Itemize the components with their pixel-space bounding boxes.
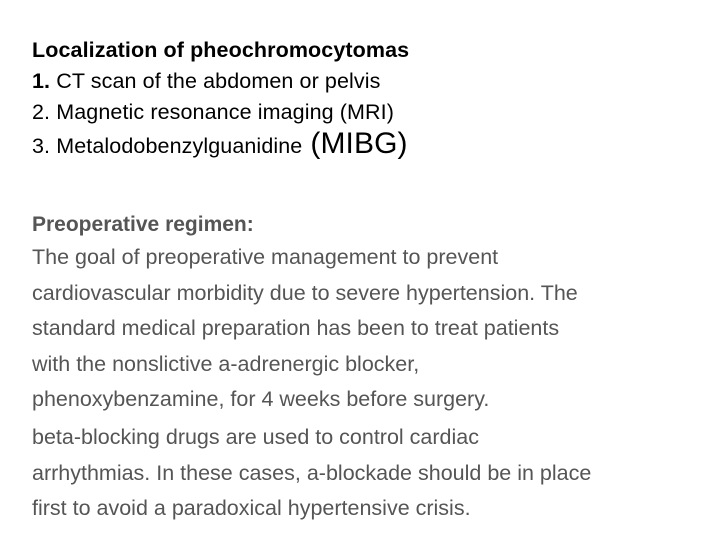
paragraph-line: first to avoid a paradoxical hypertensive crisis.: [32, 496, 471, 520]
preoperative-section: [32, 210, 704, 418]
paragraph-line: The goal of preoperative management to prevent: [32, 245, 499, 269]
paragraph-line: standard medical preparation has been to treat patients: [32, 316, 560, 340]
paragraph-line: with the nonslictive a-adrenergic blocker,: [32, 351, 420, 376]
paragraph-line: cardiovascular morbidity due to severe hypertension. The: [32, 280, 578, 305]
paragraph-line: arrhythmias. In these cases, a-blockade should be in place: [32, 460, 592, 485]
mibg-abbreviation: (MIBG): [310, 127, 408, 160]
paragraph-line: phenoxybenzamine, for 4 weeks before surgery.: [32, 387, 490, 411]
localization-section: [32, 35, 692, 162]
list-number: 1.: [32, 69, 51, 93]
list-item-mri: [32, 97, 692, 128]
list-item-text: Magnetic resonance imaging (MRI): [50, 100, 394, 124]
list-item-text: Metalodobenzylguanidine: [50, 134, 303, 158]
list-item-text: CT scan of the abdomen or pelvis: [50, 69, 381, 93]
list-number: 3.: [32, 134, 51, 158]
list-number: 2.: [32, 100, 51, 124]
list-item-mibg: [32, 128, 692, 162]
preoperative-heading: Preoperative regimen:: [32, 213, 254, 236]
paragraph-line: beta-blocking drugs are used to control cardiac: [32, 425, 479, 449]
slide-title: Localization of pheochromocytomas: [32, 38, 410, 62]
preoperative-paragraph: [32, 240, 704, 418]
beta-blocker-paragraph: [32, 420, 704, 527]
list-item-ct: [32, 66, 692, 97]
